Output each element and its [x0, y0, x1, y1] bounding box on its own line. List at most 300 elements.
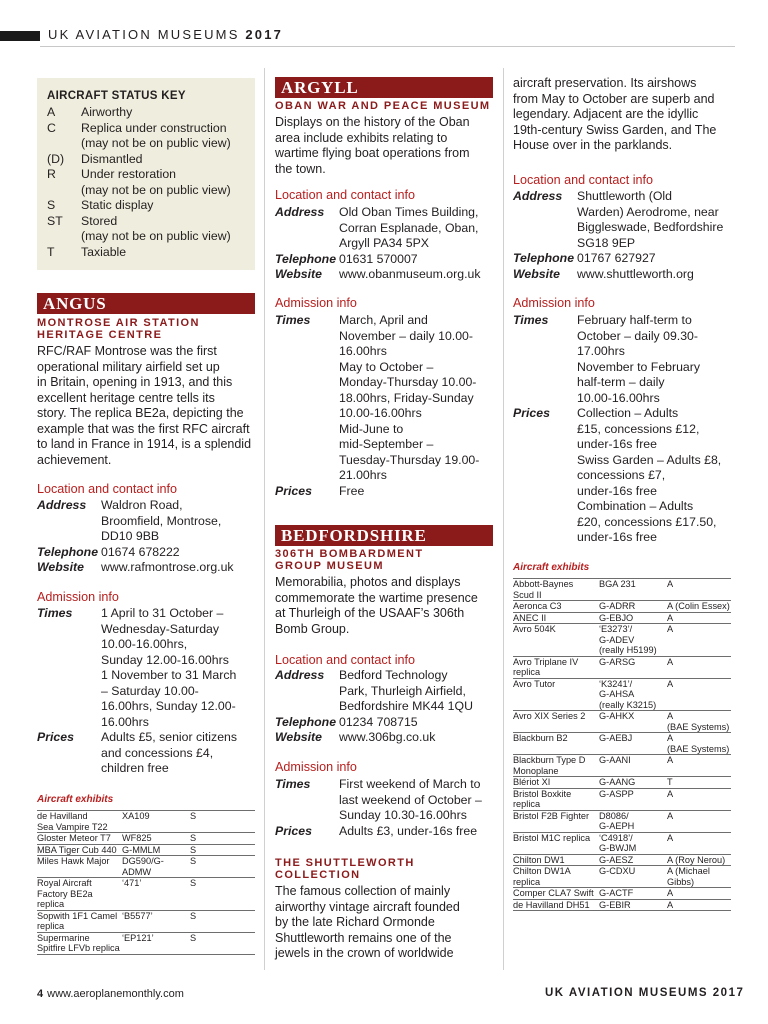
cell-line: Bristol Boxkite [513, 788, 572, 799]
aircraft-name [37, 878, 122, 911]
text-line: Combination – Adults [577, 499, 694, 513]
text-line: under-16s free [577, 483, 657, 498]
address-value [101, 498, 262, 545]
cell-line: G-AHSA [599, 689, 635, 699]
cell-line: A (Michael [667, 866, 710, 876]
text-line: Park, Thurleigh Airfield, [339, 683, 466, 698]
times-value [339, 313, 500, 484]
times-value [339, 777, 500, 824]
text-line: Adults £5, senior citizens [101, 730, 238, 744]
text-line: 10.00-16.00hrs, [101, 637, 188, 651]
aircraft-name [37, 910, 122, 932]
aircraft-status [667, 888, 731, 900]
text-line: Corran Esplanade, Oban, [339, 220, 479, 235]
region-heading-angus: ANGUS [37, 293, 255, 314]
cell-line: A (Colin Essex) [667, 601, 730, 611]
text-line: area include exhibits relating to [275, 130, 448, 145]
table-row [513, 733, 731, 755]
column-divider [264, 68, 265, 970]
text-line: Bedfordshire MK44 1QU [339, 699, 473, 713]
cell-line: Avro Tutor [513, 678, 556, 689]
cell-line: Abbott-Baynes [513, 579, 574, 589]
cell-line: Chilton DW1A [513, 866, 571, 876]
cell-line: de Havilland DH51 [513, 899, 590, 910]
cell-line: S [190, 910, 197, 921]
website-link[interactable]: www.rafmontrose.org.uk [101, 560, 234, 574]
contact-info [275, 668, 500, 746]
text-line: 18.00hrs, Friday-Sunday [339, 390, 474, 405]
aircraft-status [190, 833, 255, 845]
table-row [37, 910, 255, 932]
contact-info [275, 205, 500, 283]
table-row [513, 777, 731, 789]
status-code [47, 183, 81, 199]
cell-line: A [667, 832, 674, 843]
cell-line: S [190, 844, 197, 855]
status-description: (may not be on public view) [81, 229, 231, 243]
aircraft-name [37, 932, 122, 954]
aircraft-status [667, 777, 731, 789]
cell-line: de Havilland [37, 811, 88, 821]
cell-line: A [667, 755, 674, 765]
cell-line: S [190, 856, 197, 866]
telephone-value: 01631 570007 [339, 251, 418, 266]
text-line: Warden) Aerodrome, near [577, 204, 719, 219]
website-link[interactable]: www.306bg.co.uk [339, 730, 436, 744]
text-line: The famous collection of mainly [275, 884, 451, 898]
cell-line: S [190, 878, 197, 888]
table-row [513, 888, 731, 900]
status-key-box [37, 78, 255, 270]
aircraft-status [667, 733, 731, 755]
aircraft-name [513, 854, 599, 866]
cell-line: (BAE Systems) [667, 721, 730, 732]
text-line: Waldron Road, [101, 498, 183, 512]
text-line: Collection – Adults [577, 406, 679, 420]
text-line: to land in France in 1914, is a splendid [37, 437, 252, 451]
museum-title: THE SHUTTLEWORTH COLLECTION [275, 857, 415, 881]
cell-line: Chilton DW1 [513, 854, 565, 865]
aircraft-status [667, 579, 731, 601]
text-line: Tuesday-Thursday 19.00- [339, 452, 480, 467]
admission-info [275, 313, 500, 499]
table-row [513, 656, 731, 678]
aircraft-status [667, 854, 731, 866]
cell-line: G-ARSG [599, 656, 636, 667]
status-description: (may not be on public view) [81, 182, 231, 197]
cell-line: ‘471’ [122, 878, 142, 888]
cell-line: replica [513, 876, 541, 887]
status-code: R [47, 167, 56, 181]
footer-left [37, 988, 184, 1000]
aircraft-name [513, 788, 599, 810]
cell-line: A [667, 612, 674, 623]
cell-line: Gloster Meteor T7 [37, 833, 111, 843]
admission-info [275, 777, 500, 839]
header-title: UK AVIATION MUSEUMS [48, 27, 240, 42]
times-label: Times [275, 313, 311, 327]
aircraft-status [667, 656, 731, 678]
cell-line: Spitfire LFVb replica [37, 943, 120, 953]
status-key-list [47, 105, 252, 260]
cell-line: Aeronca C3 [513, 601, 562, 611]
table-row [513, 612, 731, 624]
status-key-row [47, 214, 252, 230]
text-line: Broomfield, Montrose, [101, 513, 222, 528]
prices-value [339, 484, 500, 500]
text-line: the town. [275, 161, 326, 176]
aircraft-registration [599, 656, 667, 678]
cell-line: Comper CLA7 Swift [513, 888, 594, 898]
table-row [513, 755, 731, 777]
cell-line: MBA Tiger Cub 440 [37, 844, 117, 855]
header-rule [40, 46, 735, 47]
aircraft-name [513, 733, 599, 755]
status-description: Dismantled [81, 151, 143, 166]
aircraft-status [667, 755, 731, 777]
aircraft-status [190, 811, 255, 833]
aircraft-name [37, 844, 122, 856]
aircraft-registration [122, 856, 190, 878]
cell-line: A [667, 810, 674, 821]
text-line: commemorate the wartime presence [275, 590, 478, 605]
aircraft-status [190, 844, 255, 856]
aircraft-registration [122, 811, 190, 833]
prices-value [101, 730, 262, 777]
cell-line: A [667, 624, 674, 634]
status-description: (may not be on public view) [81, 136, 231, 150]
cell-line: G-AEPH [599, 821, 635, 831]
aircraft-status [667, 678, 731, 711]
text-line: 1 April to 31 October – [101, 606, 224, 620]
aircraft-registration [599, 832, 667, 854]
aircraft-status [667, 624, 731, 657]
aircraft-registration [122, 910, 190, 932]
cell-line: A [667, 888, 674, 898]
status-code: A [47, 105, 56, 119]
cell-line: A [667, 733, 674, 743]
museum-description [275, 575, 500, 637]
aircraft-name [513, 678, 599, 711]
aircraft-registration [599, 678, 667, 711]
status-code: C [47, 120, 56, 135]
cell-line: Avro Triplane IV [513, 656, 579, 667]
text-line: House over in the parklands. [513, 138, 673, 152]
status-key-row [47, 229, 252, 245]
cell-line: G-ASPP [599, 788, 634, 799]
text-line: last weekend of October – [339, 792, 482, 807]
table-row [513, 832, 731, 854]
prices-label: Prices [513, 406, 550, 420]
cell-line: G-AHKX [599, 711, 635, 721]
status-key-row [47, 105, 252, 121]
text-line: wartime flying boat operations from [275, 146, 470, 160]
aircraft-name [513, 810, 599, 832]
address-value [339, 205, 500, 252]
cell-line: Sopwith 1F1 Camel [37, 910, 118, 921]
text-line: Adults £3, under-16s free [339, 823, 478, 838]
header-bar [0, 31, 40, 41]
status-key-row [47, 198, 252, 214]
cell-line: ‘EP121’ [122, 932, 154, 943]
cell-line: G-AEBJ [599, 733, 633, 743]
text-line: Displays on the history of the Oban [275, 115, 470, 129]
aircraft-status [667, 810, 731, 832]
text-line: February half-term to [577, 313, 692, 327]
location-heading: Location and contact info [37, 482, 178, 496]
text-line: operational military airfield set up [37, 359, 220, 374]
aircraft-name [513, 777, 599, 789]
text-line: children free [101, 761, 169, 775]
text-line: March, April and [339, 313, 428, 327]
text-line: concessions £7, [577, 468, 666, 482]
table-row [513, 788, 731, 810]
website-label: Website [37, 560, 84, 574]
museum-description [37, 344, 262, 468]
cell-line: DG590/G-ADMW [122, 856, 164, 877]
aircraft-status [667, 899, 731, 911]
cell-line: A [667, 678, 674, 689]
cell-line: ‘K3241’/ [599, 678, 633, 689]
text-line: £15, concessions £12, [577, 421, 700, 436]
admission-heading: Admission info [275, 760, 357, 774]
aircraft-registration [599, 624, 667, 657]
status-code [47, 229, 81, 245]
aircraft-registration [599, 788, 667, 810]
cell-line: D8086/ [599, 810, 629, 821]
text-line: November to February [577, 359, 701, 374]
cell-line: (really K3215) [599, 699, 657, 710]
table-row [513, 601, 731, 613]
table-row [37, 811, 255, 833]
aircraft-name [513, 888, 599, 900]
exhibits-table [37, 810, 255, 955]
text-line: May to October – [339, 359, 434, 374]
cell-line: A [667, 788, 674, 799]
page-number: 4 [37, 988, 44, 1000]
cell-line: BGA 231 [599, 579, 636, 589]
cell-line: G-EBJO [599, 612, 634, 623]
footer-title: UK AVIATION MUSEUMS 2017 [545, 987, 745, 999]
text-line: Sunday 12.00-16.00hrs [101, 652, 229, 667]
table-row [513, 678, 731, 711]
cell-line: replica [513, 667, 541, 677]
cell-line: Supermarine [37, 932, 90, 943]
cell-line: ‘C4918’/ [599, 832, 633, 843]
cell-line: G-AANG [599, 777, 636, 787]
museum-description [275, 115, 500, 177]
museum-title: MONTROSE AIR STATION HERITAGE CENTRE [37, 317, 200, 341]
text-line: 1 November to 31 March [101, 668, 237, 682]
status-description: Taxiable [81, 244, 127, 259]
aircraft-status [667, 612, 731, 624]
aircraft-name [37, 811, 122, 833]
cell-line: Miles Hawk Major [37, 856, 110, 866]
text-line: SG18 9EP [577, 235, 636, 250]
aircraft-status [190, 856, 255, 878]
cell-line: T [667, 777, 673, 787]
aircraft-registration [599, 854, 667, 866]
address-label: Address [513, 189, 563, 203]
text-line: 19th-century Swiss Garden, and The [513, 122, 717, 137]
text-line: November – daily 10.00- [339, 328, 473, 343]
times-label: Times [37, 606, 73, 620]
text-line: at Thurleigh of the USAAF’s 306th [275, 606, 465, 620]
status-key-row [47, 136, 252, 152]
footer-url[interactable]: www.aeroplanemonthly.com [47, 988, 184, 1000]
cell-line: G-ADEV [599, 634, 635, 645]
times-label: Times [513, 313, 549, 327]
table-row [37, 844, 255, 856]
cell-line: ‘E3273’/ [599, 624, 633, 634]
aircraft-registration [599, 888, 667, 900]
cell-line: ‘B5577’ [122, 910, 153, 921]
admission-info [37, 606, 262, 777]
aircraft-registration [599, 755, 667, 777]
text-line: legendary. Adjacent are the idyllic [513, 107, 699, 121]
times-value [101, 606, 262, 730]
cell-line: XA109 [122, 811, 150, 821]
museum-title: 306TH BOMBARDMENT GROUP MUSEUM [275, 548, 424, 572]
table-row [513, 810, 731, 832]
cell-line: G-MMLM [122, 844, 161, 855]
website-label: Website [275, 730, 322, 744]
cell-line: G-EBIR [599, 899, 631, 910]
text-line: excellent heritage centre tells its [37, 390, 215, 405]
address-value [339, 668, 500, 715]
address-label: Address [37, 498, 87, 512]
aircraft-name [513, 612, 599, 624]
status-code: T [47, 244, 55, 259]
status-key-row [47, 152, 252, 168]
table-row [513, 711, 731, 733]
cell-line: A [667, 711, 674, 721]
aircraft-name [513, 601, 599, 613]
address-value [577, 189, 738, 251]
cell-line: Bristol F2B Fighter [513, 810, 590, 821]
cell-line: G-ADRR [599, 601, 636, 611]
admission-heading: Admission info [37, 590, 119, 604]
admission-info [513, 313, 738, 546]
website-link[interactable]: www.obanmuseum.org.uk [339, 267, 481, 281]
text-line: 16.00hrs, Sunday 12.00- [101, 699, 236, 713]
website-link[interactable]: www.shuttleworth.org [577, 266, 694, 281]
cell-line: replica [37, 921, 65, 931]
aircraft-status [190, 910, 255, 932]
text-line: – Saturday 10.00- [101, 683, 199, 698]
cell-line: G-AANI [599, 755, 631, 765]
prices-label: Prices [37, 730, 74, 744]
aircraft-status [667, 711, 731, 733]
text-line: Biggleswade, Bedfordshire [577, 220, 724, 234]
text-line: Free [339, 483, 365, 498]
cell-line: S [190, 811, 197, 821]
cell-line: A [667, 656, 674, 667]
prices-value [339, 824, 500, 840]
text-line: and concessions £4, [101, 745, 214, 760]
times-label: Times [275, 777, 311, 791]
prices-value [577, 406, 738, 546]
cell-line: Blackburn B2 [513, 733, 568, 743]
text-line: mid-September – [339, 437, 434, 451]
cell-line: A [667, 579, 674, 589]
text-line: Shuttleworth (Old [577, 189, 673, 203]
header-year: 2017 [245, 27, 284, 42]
cell-line: replica [513, 799, 541, 809]
text-line: 16.00hrs [339, 344, 387, 358]
status-code: (D) [47, 151, 65, 166]
aircraft-registration [599, 866, 667, 888]
text-line: Mid-June to [339, 421, 404, 436]
aircraft-registration [599, 601, 667, 613]
admission-heading: Admission info [513, 296, 595, 310]
aircraft-registration [599, 899, 667, 911]
exhibits-table [513, 578, 731, 911]
aircraft-registration [599, 777, 667, 789]
exhibits-heading: Aircraft exhibits [37, 794, 114, 805]
text-line: Old Oban Times Building, [339, 205, 479, 219]
aircraft-name [513, 832, 599, 854]
address-label: Address [275, 668, 325, 682]
region-heading-bedfordshire: BEDFORDSHIRE [275, 525, 493, 546]
text-line: airworthy vintage aircraft founded [275, 899, 460, 914]
text-line: 10.00-16.00hrs [339, 406, 422, 420]
aircraft-status [190, 878, 255, 911]
text-line: example that was the first RFC aircraft [37, 421, 250, 436]
aircraft-registration [122, 833, 190, 845]
status-key-row [47, 245, 252, 261]
text-line: by the late Richard Ormonde [275, 915, 435, 929]
text-line: Argyll PA34 5PX [339, 236, 429, 250]
cell-line: A [667, 899, 674, 910]
aircraft-registration [599, 711, 667, 733]
aircraft-name [513, 899, 599, 911]
status-code: ST [47, 213, 63, 228]
status-key-row [47, 121, 252, 137]
aircraft-name [37, 856, 122, 878]
aircraft-name [37, 833, 122, 845]
cell-line: Avro 504K [513, 624, 556, 634]
exhibits-heading: Aircraft exhibits [513, 562, 590, 573]
status-key-row [47, 167, 252, 183]
status-description: Static display [81, 198, 154, 212]
telephone-value: 01234 708715 [339, 714, 418, 729]
text-line: Shuttleworth remains one of the [275, 930, 452, 945]
table-row [37, 856, 255, 878]
cell-line: G-ACTF [599, 888, 634, 898]
text-line: Swiss Garden – Adults £8, [577, 452, 722, 467]
cell-line: Bristol M1C replica [513, 832, 591, 843]
location-heading: Location and contact info [275, 653, 416, 667]
website-label: Website [513, 266, 560, 281]
admission-heading: Admission info [275, 296, 357, 310]
status-code [47, 136, 81, 152]
aircraft-name [513, 656, 599, 678]
aircraft-status [667, 601, 731, 613]
table-row [513, 624, 731, 657]
location-heading: Location and contact info [513, 173, 654, 187]
telephone-label: Telephone [513, 251, 575, 265]
table-row [513, 854, 731, 866]
text-line: under-16s free [577, 530, 657, 544]
table-row [37, 932, 255, 954]
telephone-value: 01674 678222 [101, 544, 180, 559]
text-line: £20, concessions £17.50, [577, 514, 717, 529]
text-line: Memorabilia, photos and displays [275, 575, 461, 589]
telephone-label: Telephone [275, 251, 337, 266]
status-code: S [47, 198, 56, 212]
status-key-title: AIRCRAFT STATUS KEY [47, 90, 186, 102]
